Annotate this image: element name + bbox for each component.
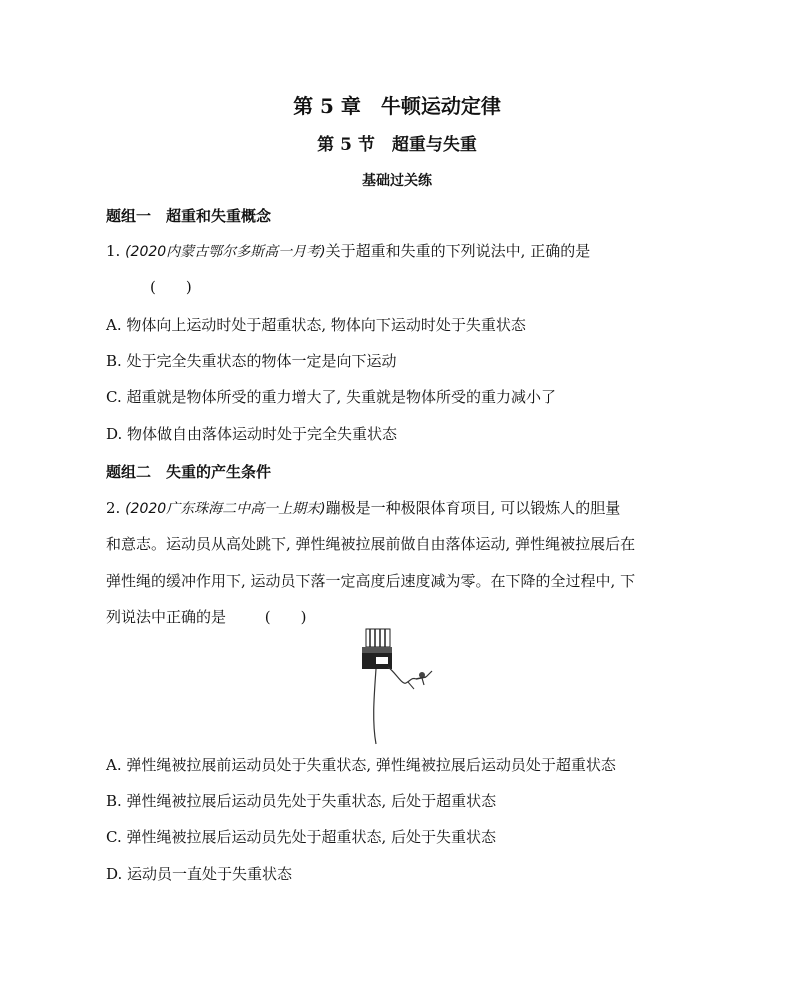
question-text: 蹦极是一种极限体育项目, 可以锻炼人的胆量 [325, 499, 621, 517]
question-1-stem [106, 240, 590, 261]
question-text-line: 弹性绳的缓冲作用下, 运动员下落一定高度后速度减为零。在下降的全过程中, 下 [106, 572, 636, 590]
question-number: 1. [106, 242, 121, 260]
option-a: A. 弹性绳被拉展前运动员处于失重状态, 弹性绳被拉展后运动员处于超重状态 [106, 756, 616, 774]
question-text-line [106, 606, 307, 627]
question-source: (2020内蒙古鄂尔多斯高一月考) [125, 244, 326, 260]
question-source: (2020广东珠海二中高一上期末) [125, 501, 326, 517]
bungee-jump-illustration [350, 627, 442, 745]
question-text: 关于超重和失重的下列说法中, 正确的是 [325, 242, 591, 260]
option-b: B. 弹性绳被拉展后运动员先处于失重状态, 后处于超重状态 [106, 792, 497, 810]
option-a: A. 物体向上运动时处于超重状态, 物体向下运动时处于失重状态 [106, 316, 526, 334]
practice-title: 基础过关练 [362, 173, 432, 189]
answer-paren: ( ) [150, 278, 192, 296]
group1-title: 题组一 超重和失重概念 [106, 207, 272, 225]
question-text-line: 和意志。运动员从高处跳下, 弹性绳被拉展前做自由落体运动, 弹性绳被拉展后在 [106, 535, 636, 553]
option-c: C. 超重就是物体所受的重力增大了, 失重就是物体所受的重力减小了 [106, 388, 557, 406]
answer-paren: ( ) [264, 608, 307, 626]
option-d: D. 运动员一直处于失重状态 [106, 865, 293, 883]
option-b: B. 处于完全失重状态的物体一定是向下运动 [106, 352, 397, 370]
question-2-stem [106, 497, 620, 518]
section-title: 第 5 节 超重与失重 [317, 135, 477, 155]
option-c: C. 弹性绳被拉展后运动员先处于超重状态, 后处于失重状态 [106, 828, 497, 846]
option-d: D. 物体做自由落体运动时处于完全失重状态 [106, 425, 398, 443]
question-text: 列说法中正确的是 [106, 608, 227, 626]
group2-title: 题组二 失重的产生条件 [106, 463, 272, 481]
question-number: 2. [106, 499, 121, 517]
chapter-title: 第 5 章 牛顿运动定律 [293, 94, 501, 118]
